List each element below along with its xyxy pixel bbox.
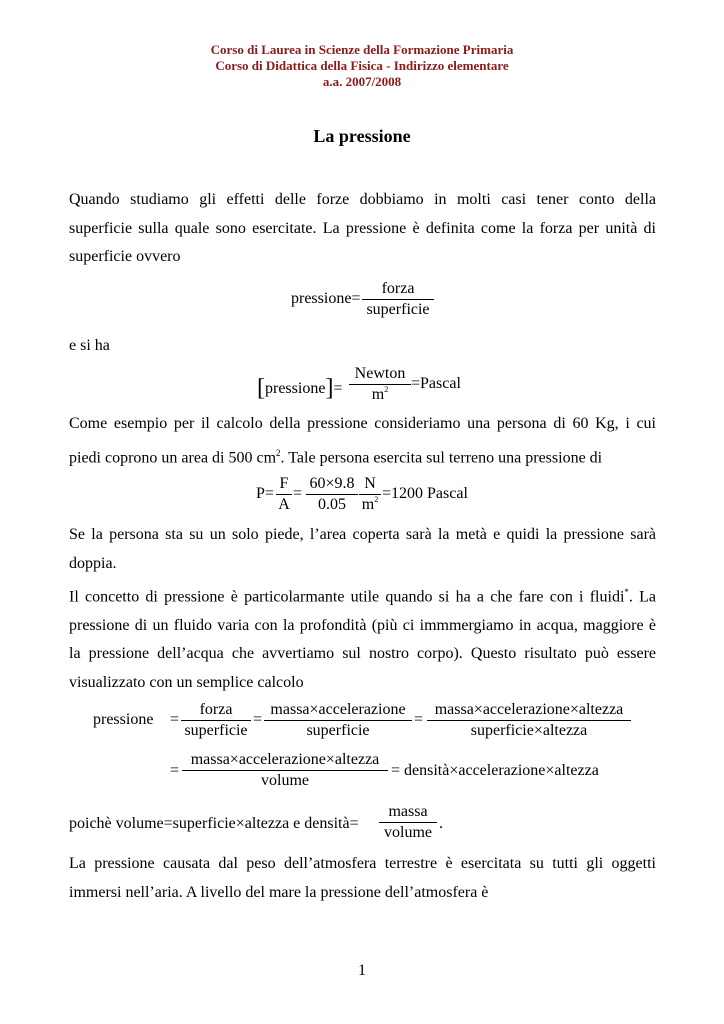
eq4-equals: = [414, 711, 424, 728]
eq4-fraction-4: massa×accelerazione×altezza volume [182, 750, 388, 791]
text-line: la pressione dell’acqua che avvertiamo sul nostro corpo). Questo risultato può essere [69, 645, 656, 663]
header-line-subject: Corso di Didattica della Fisica - Indirizzo elementare [215, 58, 509, 73]
eq3-rhs: =1200 Pascal [382, 485, 468, 502]
header-line-year: a.a. 2007/2008 [322, 74, 402, 89]
eq4-fraction-1: forza superficie [181, 700, 251, 741]
text-line: Come esempio per il calcolo della pressione consideriamo una persona di 60 Kg, i cui [69, 415, 656, 432]
paragraph-fluids [69, 521, 656, 697]
eq1-numerator: forza [381, 280, 415, 297]
text-line: superficie ovvero [69, 248, 181, 265]
header-line-course: Corso di Laurea in Scienze della Formazione Primaria [210, 42, 514, 57]
eq3-equals: = [293, 485, 303, 502]
text-e-si-ha: e si ha [69, 337, 110, 354]
text-line: pressione di un fluido varia con la profondità (più ci immmergiamo in acqua, maggiore è [69, 616, 656, 634]
text-line: doppia. [69, 554, 117, 572]
eq2-rhs: =Pascal [411, 375, 461, 392]
eq4-fraction-3: massa×accelerazione×altezza superficie×altezza [427, 700, 631, 741]
eq4-rhs: = densità×accelerazione×altezza [391, 762, 599, 779]
eq3-fraction-units: N $m^2$ [359, 474, 381, 517]
text-line: La pressione causata dal peso dell’atmosfera terrestre è esercitata su tutti gli oggetti [69, 855, 656, 872]
eq3-fraction-values: 60×9.8 0.05 [306, 474, 358, 515]
page-title: La pressione [313, 126, 411, 146]
eq4-lhs: pressione [93, 711, 154, 728]
text-line: Se la persona sta su un solo piede, l’area coperta sarà la metà e quidi la pressione sarà [69, 526, 656, 543]
eq2-numerator: Newton [354, 365, 406, 382]
paragraph-atmosphere [69, 850, 656, 907]
text-line: visualizzato con un semplice calcolo [69, 673, 304, 691]
eq2-word: pressione [265, 380, 326, 397]
text-line: superficie sulla quale sono esercitate. La pressione è definita come la forza per unità di [69, 219, 656, 237]
paragraph-intro [69, 186, 656, 272]
eq5-fraction: massa volume [379, 802, 437, 843]
eq2-lhs [257, 373, 342, 400]
course-header [0, 42, 724, 90]
eq1-fraction [362, 279, 434, 320]
eq2-equals: = [333, 380, 343, 397]
eq5-end: . [439, 815, 443, 832]
bracket-close: ] [325, 375, 334, 401]
eq2-denominator: $m^2$ [371, 385, 389, 403]
eq1-lhs: pressione= [291, 290, 361, 307]
eq3-lhs: P= [256, 485, 274, 502]
bracket-open: [ [257, 375, 265, 401]
eq4-fraction-2: massa×accelerazione superficie [264, 700, 412, 741]
eq4-equals: = [170, 711, 180, 728]
text-line: Quando studiamo gli effetti delle forze dobbiamo in molti casi tener conto della [69, 191, 656, 208]
eq5-text: poichè volume=superficie×altezza e densità= [69, 815, 359, 832]
footnote-marker: * [624, 587, 629, 597]
eq3-fraction-fa: F A [276, 474, 292, 515]
paragraph-example [69, 410, 656, 472]
eq2-fraction [349, 364, 411, 407]
text-line: immersi nell’aria. A livello del mare la pressione dell’atmosfera è [69, 883, 489, 901]
eq4-equals: = [170, 762, 180, 779]
eq4-equals: = [253, 711, 263, 728]
text-line: piedi coprono un area di 500 $cm^2$. Tale persona esercita sul terreno una pressione di [69, 447, 603, 466]
page-number: 1 [358, 962, 366, 979]
text-line: Il concetto di pressione è particolarmante utile quando si ha a che fare con i fluidi*. La [69, 587, 657, 606]
eq1-denominator: superficie [366, 301, 430, 318]
